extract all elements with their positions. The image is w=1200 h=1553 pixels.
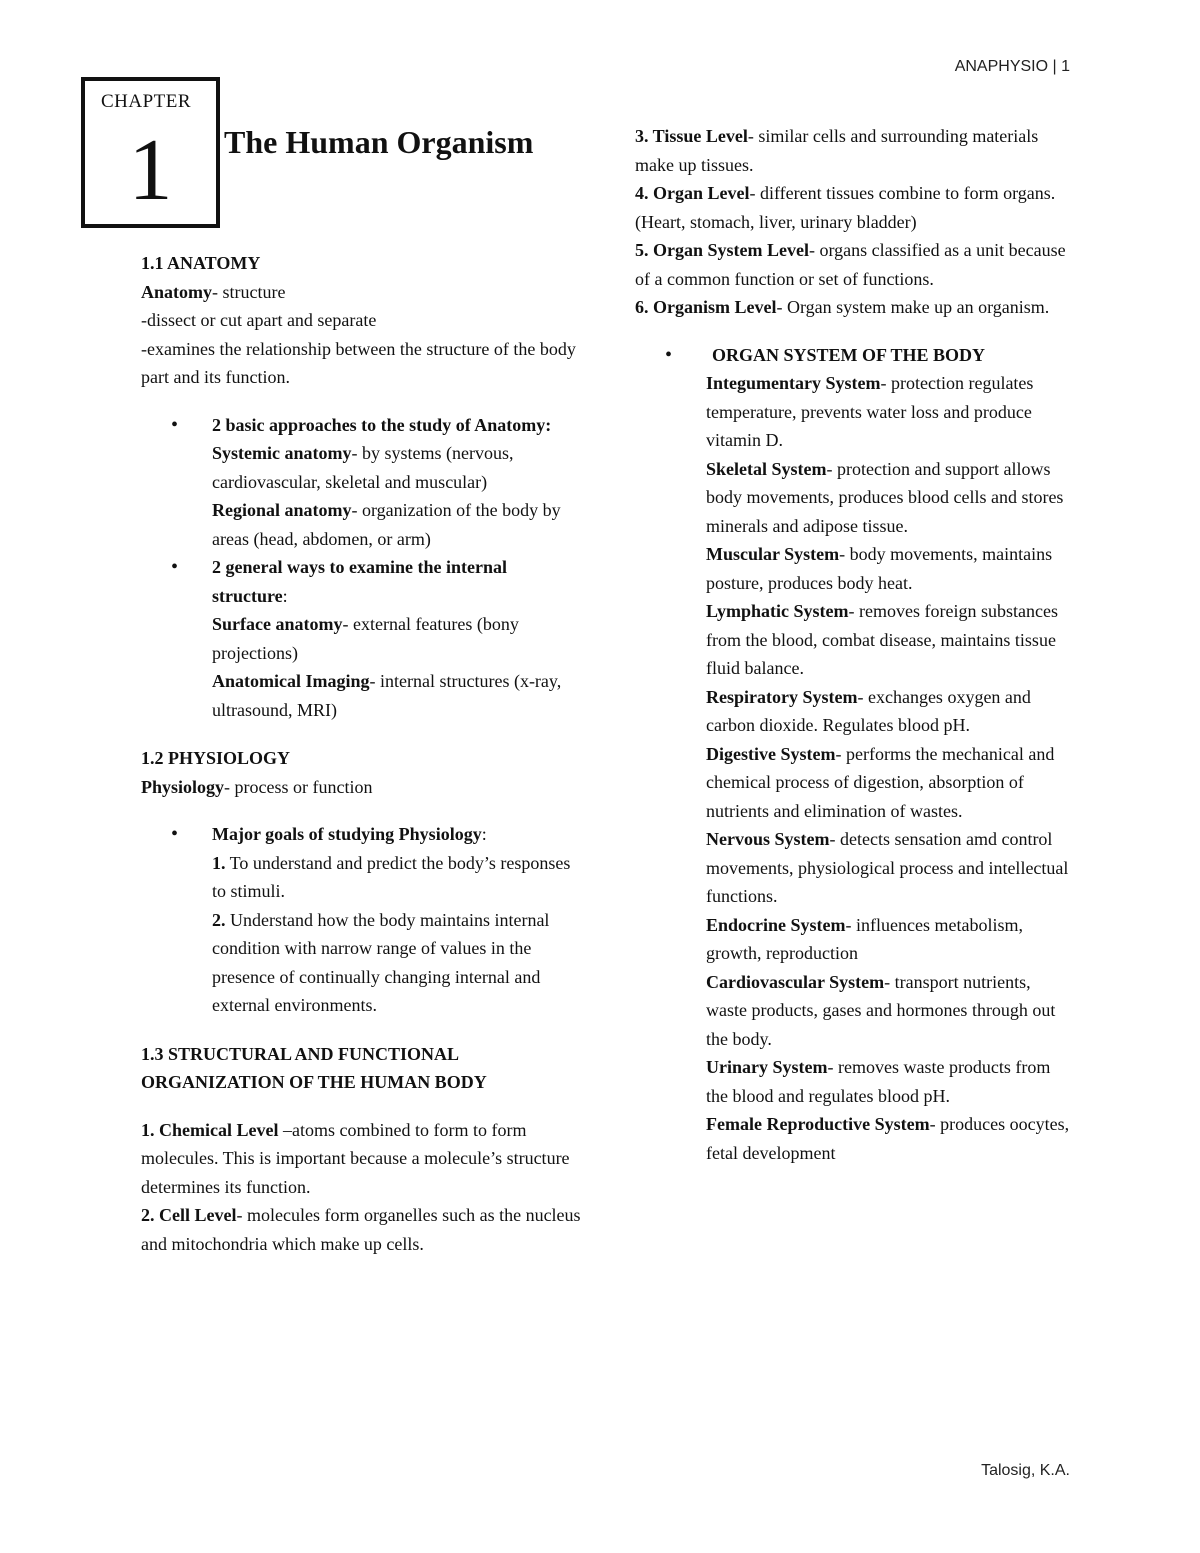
organ-system-item: Cardiovascular System- transport nutrients, waste products, gases and hormones through out the body.	[706, 971, 1056, 1049]
left-column	[141, 249, 581, 1258]
physiology-definition: Physiology- process or function	[141, 776, 373, 797]
section-heading-anatomy: 1.1 ANATOMY	[141, 253, 261, 273]
level-1: 1. Chemical Level –atoms combined to form to form molecules. This is important because a molecule’s structure determines its function.	[141, 1119, 570, 1197]
organ-system-item: Muscular System- body movements, maintains posture, produces body heat.	[706, 544, 1053, 593]
list-item: • 2 basic approaches to the study of Anatomy: Systemic anatomy- by systems (nervous, cardiovascular, skeletal and muscular) Regional anatomy- organization of the body by areas (head, abdomen, or arm)	[141, 411, 581, 554]
organ-system-bullets	[635, 341, 1075, 1168]
organ-system-heading: ORGAN SYSTEM OF THE BODY	[712, 344, 986, 365]
chapter-title: The Human Organism	[224, 124, 534, 160]
physiology-bullets	[141, 820, 581, 1020]
section-heading-organization: 1.3 STRUCTURAL AND FUNCTIONAL ORGANIZATION OF THE HUMAN BODY	[141, 1043, 487, 1092]
list-item: • Major goals of studying Physiology: 1. To understand and predict the body’s responses to stimuli. 2. Understand how the body maintains internal condition with narrow range of values in the presence of continually changing internal and external environments.	[141, 820, 581, 1020]
organ-system-list	[706, 369, 1075, 1167]
anatomy-definition: Anatomy- structure	[141, 281, 286, 302]
organ-system-item: Integumentary System- protection regulates temperature, prevents water loss and produce vitamin D.	[706, 373, 1034, 450]
organ-system-item: Lymphatic System- removes foreign substances from the blood, combat disease, maintains tissue fluid balance.	[706, 601, 1058, 678]
organ-system-item: Respiratory System- exchanges oxygen and carbon dioxide. Regulates blood pH.	[706, 686, 1031, 735]
level-6: 6. Organism Level- Organ system make up an organism.	[635, 297, 1050, 317]
right-column	[635, 122, 1075, 1167]
anatomy-line-2: -examines the relationship between the structure of the body part and its function.	[141, 338, 576, 387]
level-3: 3. Tissue Level- similar cells and surrounding materials make up tissues.	[635, 126, 1039, 175]
level-2: 2. Cell Level- molecules form organelles such as the nucleus and mitochondria which make up cells.	[141, 1205, 581, 1254]
footer-author: Talosig, K.A.	[981, 1462, 1070, 1479]
anatomy-bullets	[141, 411, 581, 725]
section-heading-physiology: 1.2 PHYSIOLOGY	[141, 748, 291, 768]
chapter-number: 1	[128, 122, 173, 219]
organ-system-item: Skeletal System- protection and support allows body movements, produces blood cells and stores minerals and adipose tissue.	[706, 458, 1064, 536]
running-head: ANAPHYSIO | 1	[954, 58, 1070, 75]
level-5: 5. Organ System Level- organs classified as a unit because of a common function or set of functions.	[635, 240, 1066, 289]
organ-system-item: Female Reproductive System- produces oocytes, fetal development	[706, 1114, 1070, 1163]
organ-system-item: Nervous System- detects sensation amd control movements, physiological process and intellectual functions.	[706, 829, 1069, 906]
anatomy-line-1: -dissect or cut apart and separate	[141, 310, 377, 330]
organ-system-item: Endocrine System- influences metabolism, growth, reproduction	[706, 914, 1023, 963]
organ-system-item: Urinary System- removes waste products from the blood and regulates blood pH.	[706, 1057, 1051, 1106]
list-item: • 2 general ways to examine the internal structure: Surface anatomy- external features (bony projections) Anatomical Imaging- internal structures (x-ray, ultrasound, MRI)	[141, 553, 581, 724]
level-4: 4. Organ Level- different tissues combine to form organs. (Heart, stomach, liver, urinary bladder)	[635, 183, 1056, 232]
chapter-box	[81, 77, 220, 228]
list-item	[635, 341, 1075, 1168]
chapter-label: CHAPTER	[101, 91, 192, 112]
organ-system-item: Digestive System- performs the mechanical and chemical process of digestion, absorption of nutrients and elimination of wastes.	[706, 743, 1055, 821]
